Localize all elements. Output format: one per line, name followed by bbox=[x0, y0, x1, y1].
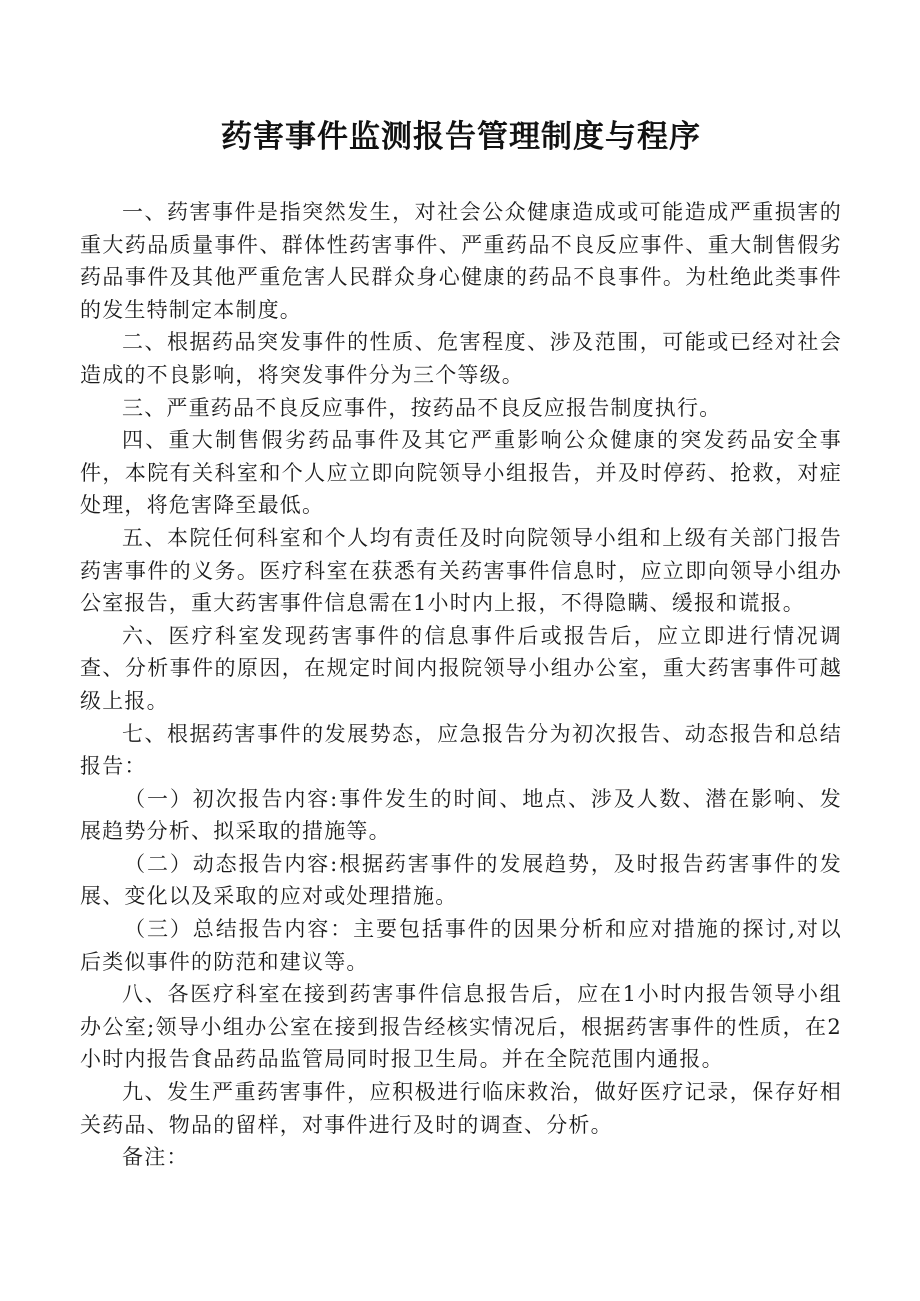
paragraph-3: 三、严重药品不良反应事件，按药品不良反应报告制度执行。 bbox=[122, 395, 722, 420]
paragraph-9: 九、发生严重药害事件，应积极进行临床救治，做好医疗记录，保存好相关药品、物品的留样，对事件进行及时的调查、分析。 bbox=[80, 1080, 842, 1137]
paragraph-1: 一、药害事件是指突然发生，对社会公众健康造成或可能造成严重损害的重大药品质量事件、群体性药害事件、严重药品不良反应事件、重大制售假劣药品事件及其他严重危害人民群众身心健康的药品不良事件。为杜绝此类事件的发生特制定本制度。 bbox=[80, 200, 842, 322]
paragraph-8: 八、各医疗科室在接到药害事件信息报告后，应在1小时内报告领导小组办公室;领导小组办公室在接到报告经核实情况后，根据药害事件的性质，在2小时内报告食品药品监管局同时报卫生局。并在全院范围内通报。 bbox=[80, 982, 842, 1072]
paragraph-2: 二、根据药品突发事件的性质、危害程度、涉及范围，可能或已经对社会造成的不良影响，将突发事件分为三个等级。 bbox=[80, 330, 842, 387]
paragraph-5: 五、本院任何科室和个人均有责任及时向院领导小组和上级有关部门报告药害事件的义务。医疗科室在获悉有关药害事件信息时，应立即向领导小组办公室报告，重大药害事件信息需在1小时内上报，不得隐瞒、缓报和谎报。 bbox=[80, 525, 842, 616]
document-title: 药害事件监测报告管理制度与程序 bbox=[221, 119, 701, 155]
paragraph-4: 四、重大制售假劣药品事件及其它严重影响公众健康的突发药品安全事件，本院有关科室和个人应立即向院领导小组报告，并及时停药、抢救，对症处理，将危害降至最低。 bbox=[80, 428, 842, 518]
document-page bbox=[80, 112, 842, 1174]
paragraph-7: 七、根据药害事件的发展势态，应急报告分为初次报告、动态报告和总结报告： bbox=[80, 721, 842, 779]
sub-item-3: （三）总结报告内容：主要包括事件的因果分析和应对措施的探讨,对以后类似事件的防范和建议等。 bbox=[80, 917, 842, 974]
note-label: 备注： bbox=[122, 1145, 189, 1170]
paragraph-6: 六、医疗科室发现药害事件的信息事件后或报告后，应立即进行情况调查、分析事件的原因，在规定时间内报院领导小组办公室，重大药害事件可越级上报。 bbox=[80, 623, 842, 713]
sub-item-2: （二）动态报告内容:根据药害事件的发展趋势，及时报告药害事件的发展、变化以及采取的应对或处理措施。 bbox=[80, 851, 842, 909]
sub-item-1: （一）初次报告内容:事件发生的时间、地点、涉及人数、潜在影响、发展趋势分析、拟采取的措施等。 bbox=[80, 786, 842, 844]
